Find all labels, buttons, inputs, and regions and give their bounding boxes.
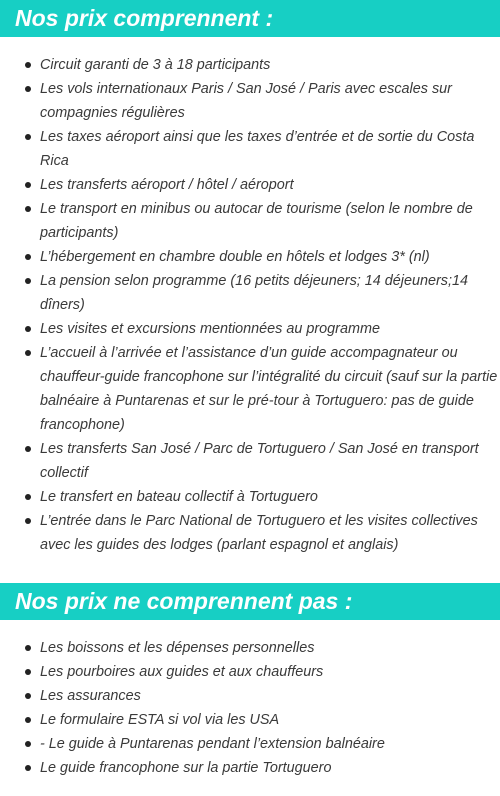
included-list xyxy=(0,53,500,557)
bullet-icon xyxy=(25,134,31,140)
list-item: Les visites et excursions mentionnées au programme xyxy=(0,317,500,341)
list-item: Le transfert en bateau collectif à Tortuguero xyxy=(0,485,500,509)
bullet-icon xyxy=(25,326,31,332)
bullet-icon xyxy=(25,446,31,452)
list-item: Circuit garanti de 3 à 18 participants xyxy=(0,53,500,77)
list-item: La pension selon programme (16 petits déjeuners; 14 déjeuners;14 dîners) xyxy=(0,269,500,317)
bullet-icon xyxy=(25,693,31,699)
bullet-icon xyxy=(25,86,31,92)
bullet-icon xyxy=(25,254,31,260)
list-item: Les transferts aéroport / hôtel / aéroport xyxy=(0,173,500,197)
bullet-icon xyxy=(25,645,31,651)
list-item: L’hébergement en chambre double en hôtels et lodges 3* (nl) xyxy=(0,245,500,269)
list-item: Les pourboires aux guides et aux chauffeurs xyxy=(0,660,500,684)
list-item: L’entrée dans le Parc National de Tortuguero et les visites collectives avec les guides des lodges (parlant espagnol et anglais) xyxy=(0,509,500,557)
list-item: Le formulaire ESTA si vol via les USA xyxy=(0,708,500,732)
bullet-icon xyxy=(25,62,31,68)
bullet-icon xyxy=(25,741,31,747)
list-item: Les boissons et les dépenses personnelles xyxy=(0,636,500,660)
bullet-icon xyxy=(25,206,31,212)
bullet-icon xyxy=(25,765,31,771)
bullet-icon xyxy=(25,669,31,675)
list-item: Le guide francophone sur la partie Tortuguero xyxy=(0,756,500,780)
list-item: Le transport en minibus ou autocar de tourisme (selon le nombre de participants) xyxy=(0,197,500,245)
bullet-icon xyxy=(25,182,31,188)
bullet-icon xyxy=(25,278,31,284)
list-item: - Le guide à Puntarenas pendant l’extension balnéaire xyxy=(0,732,500,756)
bullet-icon xyxy=(25,518,31,524)
bullet-icon xyxy=(25,717,31,723)
list-item: Les taxes aéroport ainsi que les taxes d’entrée et de sortie du Costa Rica xyxy=(0,125,500,173)
excluded-section-title: Nos prix ne comprennent pas : xyxy=(0,583,500,620)
included-section-title: Nos prix comprennent : xyxy=(0,0,500,37)
bullet-icon xyxy=(25,350,31,356)
excluded-list xyxy=(0,636,500,780)
list-item: Les vols internationaux Paris / San José / Paris avec escales sur compagnies régulières xyxy=(0,77,500,125)
list-item: Les assurances xyxy=(0,684,500,708)
list-item: L’accueil à l’arrivée et l’assistance d’un guide accompagnateur ou chauffeur-guide francophone sur l’intégralité du circuit (sauf sur la partie balnéaire à Puntarenas et sur le pré-tour à Tortuguero: pas de guide francophone) xyxy=(0,341,500,437)
bullet-icon xyxy=(25,494,31,500)
list-item: Les transferts San José / Parc de Tortuguero / San José en transport collectif xyxy=(0,437,500,485)
